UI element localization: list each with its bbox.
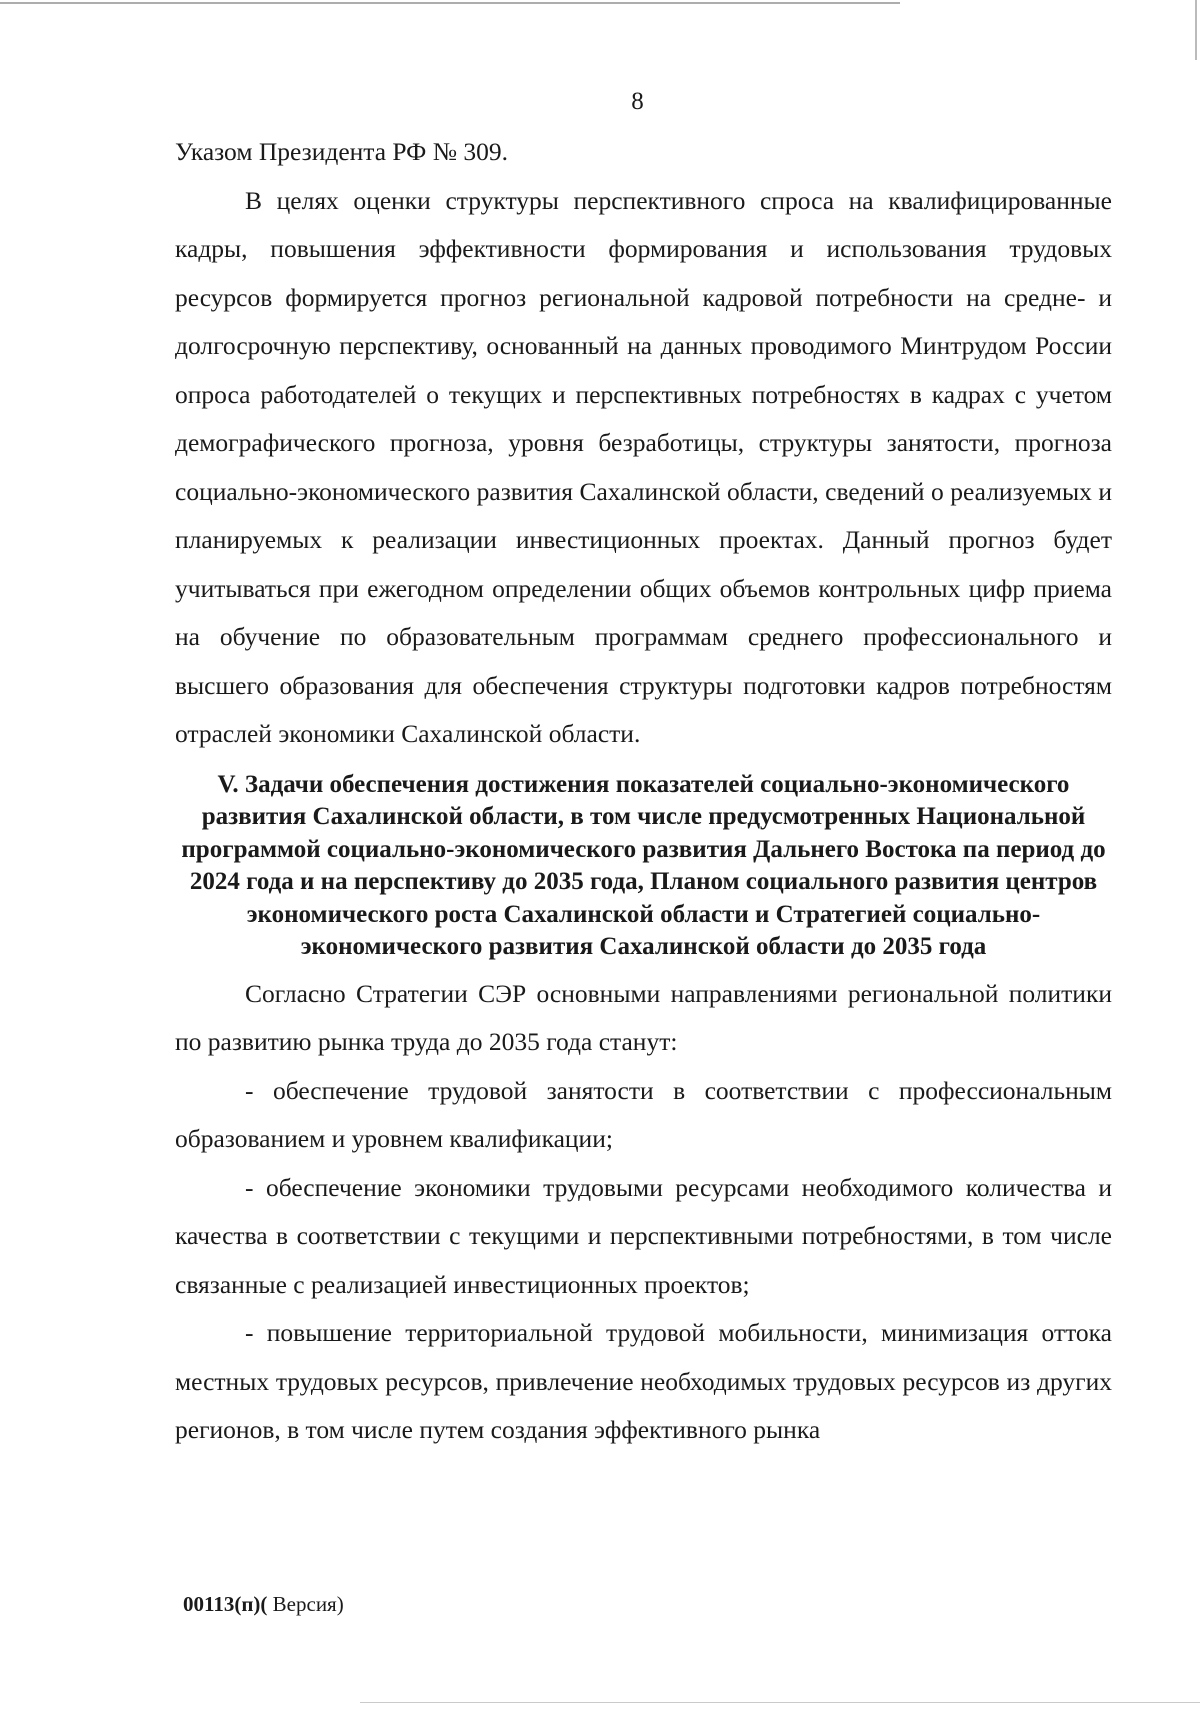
section-heading: V. Задачи обеспечения достижения показателей социально-экономического развития Сахалинской области, в том числе предусмотренных Национальной программой социально-экономического развития Дальнего Востока па период до 2024 года и на перспективу до 2035 года, Планом социального развития центров экономического роста Сахалинской области и Стратегией социально-экономического развития Сахалинской области до 2035 года — [181, 770, 1106, 960]
document-code — [183, 1592, 344, 1617]
document-version-label: Версия) — [267, 1592, 344, 1616]
continuation-line: Указом Президента РФ № 309. — [175, 137, 509, 166]
scan-edge-right — [1195, 0, 1197, 60]
direction-item-labor-supply: - обеспечение экономики трудовыми ресурсами необходимого количества и качества в соответствии с текущими и перспективными потребностями, в том числе связанные с реализацией инвестиционных проектов; — [175, 1172, 1112, 1299]
paragraph-strategy: Согласно Стратегии СЭР основными направлениями региональной политики по развитию рынка труда до 2035 года станут: — [175, 978, 1112, 1056]
page-number: 8 — [631, 88, 644, 115]
scan-edge-top — [0, 2, 900, 4]
scan-edge-bottom — [360, 1702, 1200, 1703]
direction-item-employment: - обеспечение трудовой занятости в соответствии с профессиональным образованием и уровнем квалификации; — [175, 1075, 1112, 1153]
paragraph-forecast: В целях оценки структуры перспективного спроса на квалифицированные кадры, повышения эффективности формирования и использования трудовых ресурсов формируется прогноз региональной кадровой потребности на средне- и долгосрочную перспективу, основанный на данных проводимого Минтрудом России опроса работодателей о текущих и перспективных потребностях в кадрах с учетом демографического прогноза, уровня безработицы, структуры занятости, прогноза социально-экономического развития Сахалинской области, сведений о реализуемых и планируемых к реализации инвестиционных проектах. Данный прогноз будет учитываться при ежегодном определении общих объемов контрольных цифр приема на обучение по образовательным программам среднего профессионального и высшего образования для обеспечения структуры подготовки кадров потребностям отраслей экономики Сахалинской области. — [175, 185, 1112, 748]
document-code-number: 00113(п)( — [183, 1592, 268, 1616]
document-body — [175, 128, 1112, 1455]
direction-item-mobility: - повышение территориальной трудовой мобильности, минимизация оттока местных трудовых ресурсов, привлечение необходимых трудовых ресурсов из других регионов, в том числе путем создания эффективного рынка — [175, 1318, 1112, 1444]
